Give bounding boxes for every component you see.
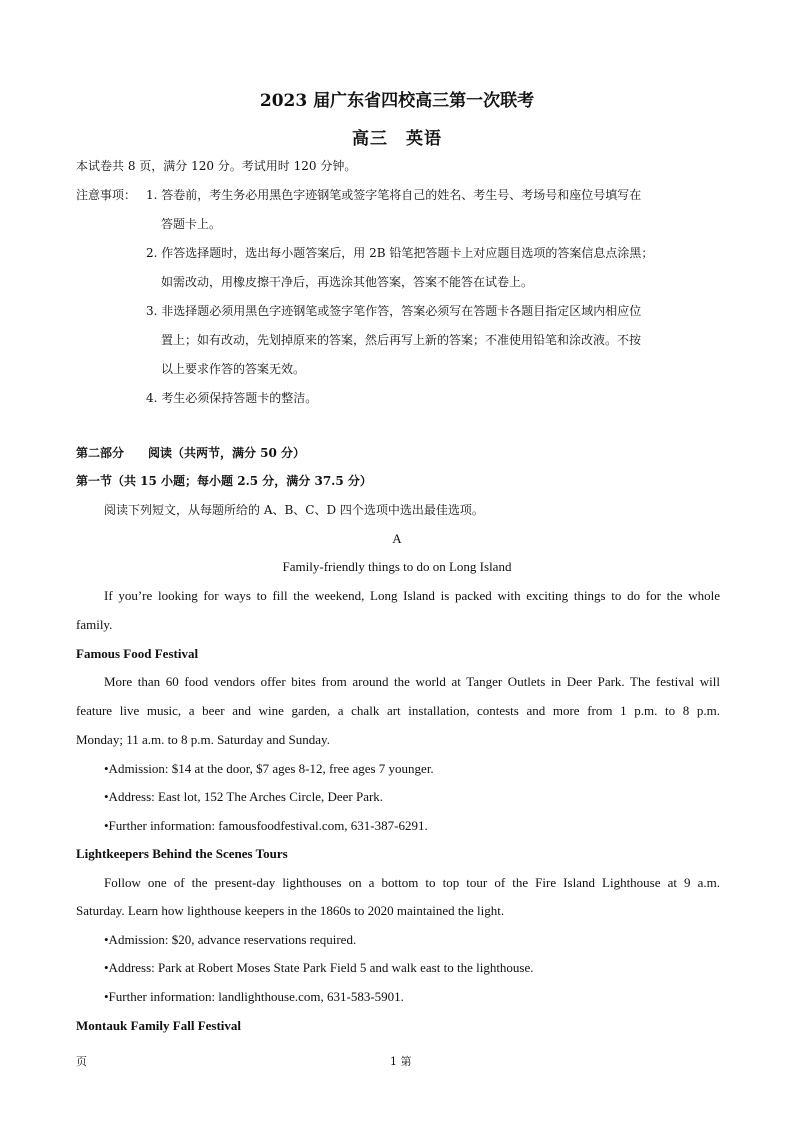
note-2-line-1: 2. 作答选择题时，选出每小题答案后，用 2B 铅笔把答题卡上对应题目选项的答案信息点涂黑；: [146, 246, 654, 260]
note-2-line-2: 如需改动，用橡皮擦干净后，再选涂其他答案，答案不能答在试卷上。: [161, 275, 534, 289]
event-1-admission: •Admission: $14 at the door, $7 ages 8-12, free ages 7 younger.: [104, 761, 434, 776]
event-2-desc-line-2: Saturday. Learn how lighthouse keepers in the 1860s to 2020 maintained the light.: [76, 903, 505, 918]
note-1-line-1: 1. 答卷前，考生务必用黑色字迹钢笔或签字笔将自己的姓名、考生号、考场号和座位号填写在: [146, 188, 642, 202]
event-2-desc-line-1: Follow one of the present-day lighthouses on a bottom to top tour of the Fire Island Lighthouse at 9 a.m.: [104, 875, 720, 890]
event-1-desc-line-3: Monday; 11 a.m. to 8 p.m. Saturday and Sunday.: [76, 732, 330, 747]
event-1-name: Famous Food Festival: [76, 646, 199, 661]
event-1-address: •Address: East lot, 152 The Arches Circle, Deer Park.: [104, 789, 384, 804]
passage-title: Family-friendly things to do on Long Island: [282, 559, 512, 574]
note-3-line-2: 置上；如有改动，先划掉原来的答案，然后再写上新的答案；不准使用铅笔和涂改液。不按: [161, 333, 642, 347]
event-2-info: •Further information: landlighthouse.com, 631-583-5901.: [104, 989, 404, 1004]
subtitle-grade: 高三: [352, 129, 388, 149]
note-4-line-1: 4. 考生必须保持答题卡的整洁。: [146, 391, 318, 405]
passage-intro-line-1: If you’re looking for ways to fill the weekend, Long Island is packed with exciting things to do for the whole: [104, 588, 720, 603]
event-1-desc-line-2: feature live music, a beer and wine garden, a chalk art installation, contests and more from 1 p.m. to 8 p.m.: [76, 703, 720, 718]
page-subtitle: [0, 124, 794, 149]
note-3-line-3: 以上要求作答的答案无效。: [161, 362, 306, 376]
footer-left: 页: [76, 1055, 87, 1068]
event-2-admission: •Admission: $20, advance reservations required.: [104, 932, 357, 947]
footer-page-number: 1 第: [390, 1055, 412, 1068]
reading-instruction: 阅读下列短文，从每题所给的 A、B、C、D 四个选项中选出最佳选项。: [104, 503, 484, 517]
event-3-name: Montauk Family Fall Festival: [76, 1018, 242, 1033]
part2-heading: 第二部分 阅读（共两节，满分 50 分）: [76, 446, 306, 460]
event-1-desc-line-1: More than 60 food vendors offer bites from around the world at Tanger Outlets in Deer Park. The festival will: [104, 674, 720, 689]
exam-info: 本试卷共 8 页，满分 120 分。考试用时 120 分钟。: [76, 159, 357, 173]
notes-label: 注意事项：: [76, 188, 137, 202]
event-2-address: •Address: Park at Robert Moses State Park Field 5 and walk east to the lighthouse.: [104, 960, 534, 975]
passage-intro-line-2: family.: [76, 617, 113, 632]
event-1-info: •Further information: famousfoodfestival.com, 631-387-6291.: [104, 818, 428, 833]
note-1-line-2: 答题卡上。: [161, 217, 222, 231]
section1-heading: 第一节（共 15 小题；每小题 2.5 分，满分 37.5 分）: [76, 474, 372, 488]
page-title: 2023 届广东省四校高三第一次联考: [259, 91, 535, 111]
event-2-name: Lightkeepers Behind the Scenes Tours: [76, 846, 288, 861]
note-3-line-1: 3. 非选择题必须用黑色字迹钢笔或签字笔作答，答案必须写在答题卡各题目指定区域内相应位: [146, 304, 642, 318]
passage-letter: A: [392, 531, 402, 546]
subtitle-subject: 英语: [406, 129, 442, 149]
